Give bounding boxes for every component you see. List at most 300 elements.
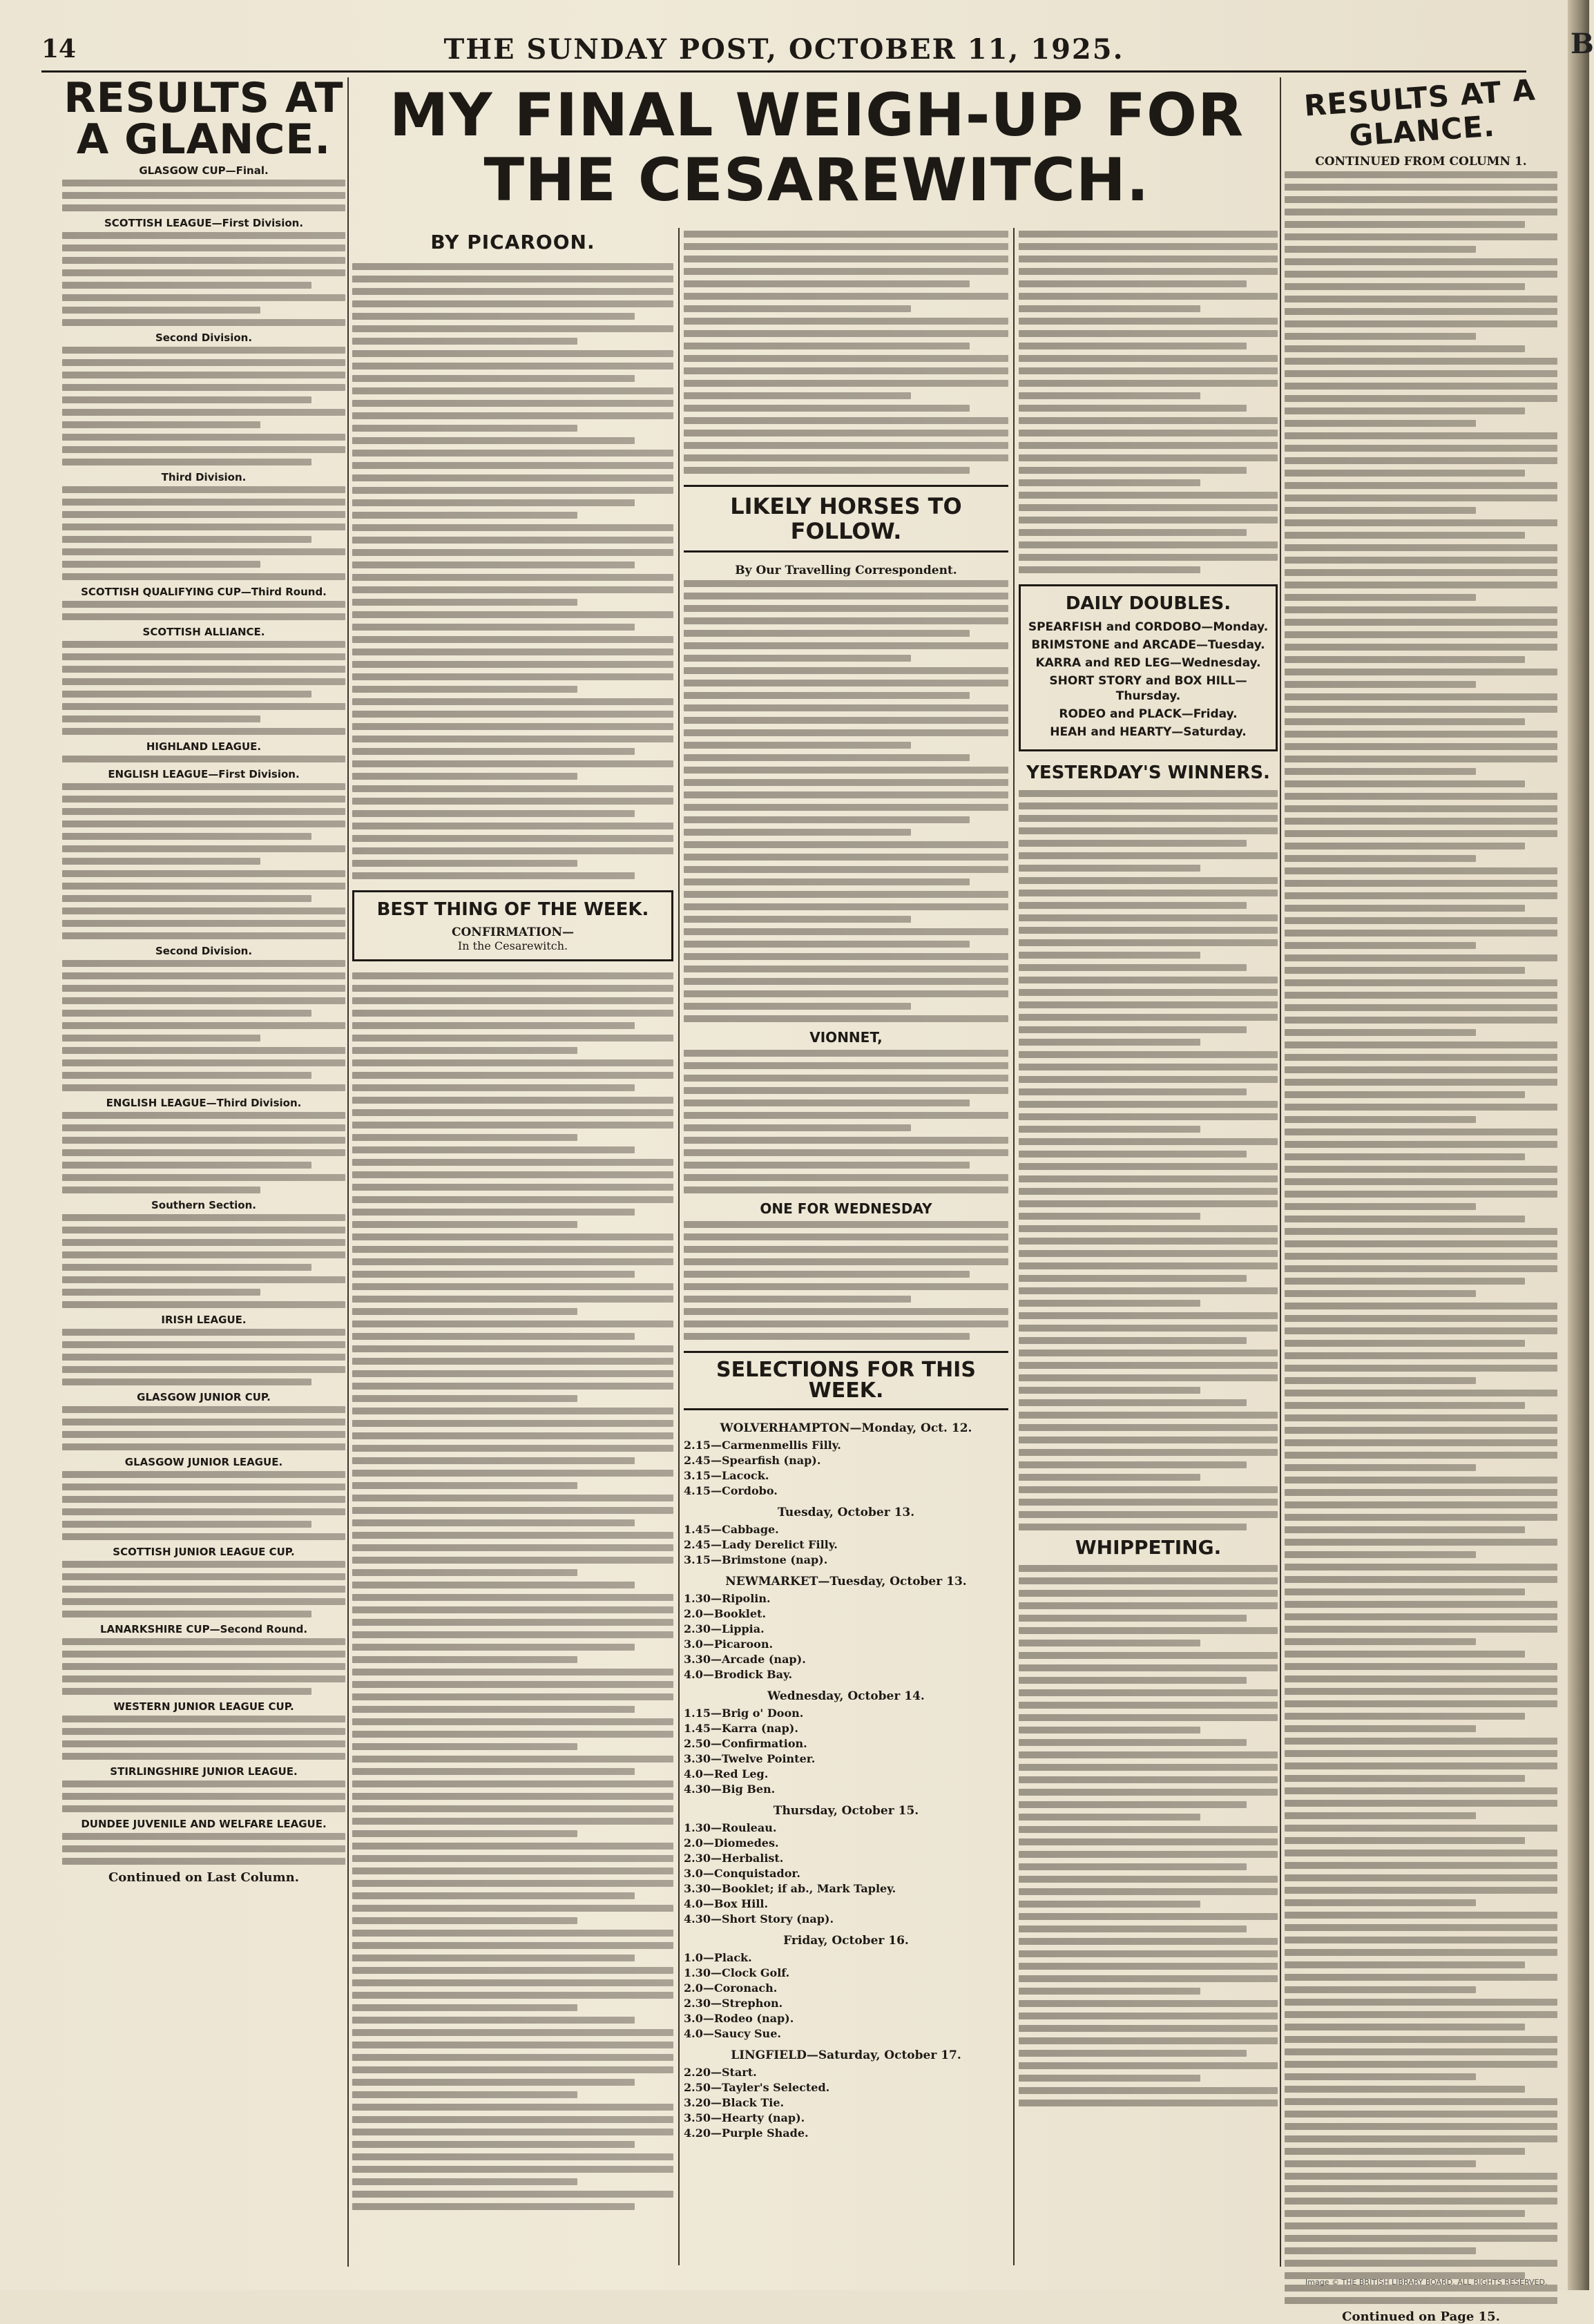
text-line <box>352 1470 673 1477</box>
text-line <box>62 307 260 314</box>
text-line <box>1285 1104 1557 1111</box>
text-line <box>62 372 345 378</box>
text-line <box>352 2017 635 2024</box>
text-line <box>1285 917 1557 924</box>
text-line <box>352 1209 635 1216</box>
results-section-heading: Second Division. <box>155 332 253 344</box>
text-line <box>1285 2148 1525 2155</box>
text-line <box>1285 1763 1557 1769</box>
text-line <box>62 808 345 815</box>
text-line <box>62 1508 345 1515</box>
text-line <box>352 1146 635 1153</box>
text-line <box>352 773 577 780</box>
text-line <box>352 723 673 730</box>
text-line <box>1285 395 1557 402</box>
text-line <box>1019 554 1278 561</box>
text-line <box>1285 656 1525 663</box>
text-line <box>1285 905 1525 912</box>
text-line <box>1285 743 1557 750</box>
text-line <box>62 870 345 877</box>
text-line <box>62 1276 345 1283</box>
text-line <box>352 1718 673 1725</box>
text-line <box>1285 830 1557 837</box>
text-line <box>684 417 1008 424</box>
text-line <box>62 1022 345 1029</box>
selection-item: 2.50—Confirmation. <box>684 1737 807 1750</box>
text-line <box>62 536 311 543</box>
text-line <box>1019 1113 1278 1120</box>
text-line <box>352 1780 673 1787</box>
article-body <box>684 580 1008 1022</box>
text-line <box>1019 1689 1278 1696</box>
text-line <box>1019 1876 1278 1883</box>
text-line <box>684 280 970 287</box>
text-line <box>1019 1838 1278 1845</box>
text-line <box>1019 1175 1278 1182</box>
text-line <box>1019 1776 1278 1783</box>
text-line <box>62 783 345 790</box>
selection-item: 4.0—Brodick Bay. <box>684 1668 793 1681</box>
text-line <box>1285 2210 1525 2217</box>
selection-item: 3.20—Black Tie. <box>684 2096 785 2109</box>
text-line <box>1285 2024 1525 2030</box>
text-line <box>352 1233 673 1240</box>
text-line <box>1285 1303 1557 1309</box>
text-line <box>684 1112 1008 1119</box>
text-line <box>352 387 673 394</box>
text-line <box>352 1756 673 1763</box>
text-line <box>1285 1340 1525 1347</box>
text-line <box>1285 979 1557 986</box>
text-line <box>1285 756 1557 762</box>
text-line <box>1285 644 1557 651</box>
selection-item: 3.0—Conquistador. <box>684 1867 800 1880</box>
text-line <box>1285 1986 1476 1993</box>
text-line <box>62 972 345 979</box>
text-line <box>352 1035 673 1041</box>
text-line <box>1019 367 1278 374</box>
text-line <box>1019 1789 1278 1796</box>
text-line <box>1019 852 1278 859</box>
text-line <box>62 294 345 301</box>
text-line <box>62 907 345 914</box>
masthead-title: THE SUNDAY POST, OCTOBER 11, 1925. <box>443 32 1124 66</box>
text-line <box>352 325 673 332</box>
text-line <box>1019 1950 1278 1957</box>
text-line <box>62 499 345 506</box>
text-line <box>1285 1887 1557 1894</box>
article-body <box>352 263 673 879</box>
text-line <box>1285 793 1557 800</box>
text-line <box>352 1196 673 1203</box>
text-line <box>1285 1576 1557 1583</box>
daily-double-item: HEAH and HEARTY—Saturday. <box>1050 725 1247 739</box>
text-line <box>1019 1652 1278 1659</box>
text-line <box>1019 1640 1200 1646</box>
text-line <box>1019 1163 1278 1170</box>
text-line <box>684 580 1008 587</box>
text-line <box>684 1137 1008 1144</box>
text-line <box>62 1419 345 1425</box>
text-line <box>1285 1054 1557 1061</box>
text-line <box>1285 2123 1557 2130</box>
text-line <box>1019 305 1200 312</box>
text-line <box>1285 507 1476 514</box>
text-line <box>684 767 1008 774</box>
text-line <box>1285 2185 1557 2192</box>
text-line <box>1285 1265 1557 1272</box>
selection-item: 1.30—Ripolin. <box>684 1592 771 1605</box>
text-line <box>1019 1627 1278 1634</box>
text-line <box>684 1333 970 1340</box>
text-line <box>352 1544 673 1551</box>
text-line <box>62 421 260 428</box>
text-line <box>62 1379 311 1385</box>
text-line <box>1019 1126 1200 1133</box>
text-line <box>1285 1601 1557 1608</box>
text-line <box>1285 606 1557 613</box>
text-line <box>352 636 673 643</box>
text-line <box>1019 1913 1278 1920</box>
text-line <box>352 1569 577 1576</box>
text-line <box>1285 544 1557 551</box>
text-line <box>684 1050 1008 1057</box>
text-line <box>1285 233 1557 240</box>
column-rule <box>1013 228 1015 2265</box>
text-line <box>1285 1924 1557 1931</box>
text-line <box>1019 330 1278 337</box>
text-line <box>352 1942 673 1949</box>
text-line <box>1019 1039 1200 1046</box>
text-line <box>1019 914 1278 921</box>
text-line <box>352 736 673 742</box>
text-line <box>352 1507 673 1514</box>
text-line <box>1285 221 1525 228</box>
text-line <box>1285 2011 1557 2018</box>
text-line <box>352 1370 673 1377</box>
text-line <box>1285 196 1557 203</box>
text-line <box>1019 1424 1278 1431</box>
text-line <box>684 953 1008 960</box>
text-line <box>1285 1949 1557 1956</box>
selection-item: 2.30—Lippia. <box>684 1622 765 1635</box>
text-line <box>352 1805 673 1812</box>
text-line <box>1285 855 1476 862</box>
text-line <box>352 1880 673 1887</box>
text-line <box>1019 1714 1278 1721</box>
text-line <box>1285 1862 1557 1869</box>
selection-item: 4.0—Box Hill. <box>684 1897 769 1910</box>
text-line <box>352 1656 577 1663</box>
results-section-heading: STIRLINGSHIRE JUNIOR LEAGUE. <box>110 1765 298 1778</box>
text-line <box>62 511 345 518</box>
text-line <box>684 430 1008 436</box>
text-line <box>352 1258 673 1265</box>
text-line <box>62 232 345 239</box>
text-line <box>1019 1702 1278 1709</box>
text-line <box>352 1967 673 1974</box>
text-line <box>62 1112 345 1119</box>
text-line <box>684 1296 911 1303</box>
text-line <box>352 748 635 755</box>
text-line <box>62 434 345 441</box>
text-line <box>352 1408 673 1414</box>
text-line <box>1285 1675 1557 1682</box>
text-line <box>1019 1275 1247 1282</box>
text-line <box>352 1333 635 1340</box>
text-line <box>62 192 345 199</box>
text-line <box>62 1162 311 1169</box>
text-line <box>1019 430 1278 436</box>
text-line <box>1285 1912 1557 1919</box>
text-line <box>62 1638 345 1645</box>
text-line <box>1019 293 1278 300</box>
text-line <box>1019 1988 1200 1995</box>
text-line <box>62 486 345 493</box>
best-thing-box <box>352 890 673 961</box>
text-line <box>62 932 345 939</box>
text-line <box>684 442 1008 449</box>
text-line <box>1019 2100 1278 2106</box>
selections-day: Tuesday, October 13. <box>777 1506 915 1519</box>
text-line <box>684 704 1008 711</box>
text-line <box>62 601 345 608</box>
text-line <box>1285 407 1525 414</box>
article-body <box>684 1050 1008 1193</box>
daily-doubles-box <box>1019 584 1278 751</box>
text-line <box>352 1383 673 1390</box>
daily-double-item: RODEO and PLACK—Friday. <box>1059 707 1238 721</box>
daily-double-item: BRIMSTONE and ARCADE—Tuesday. <box>1031 638 1265 652</box>
selection-item: 3.30—Arcade (nap). <box>684 1653 806 1666</box>
image-credit: Image © THE BRITISH LIBRARY BOARD. ALL RIGHTS RESERVED. <box>1305 2278 1548 2287</box>
text-line <box>1019 840 1247 847</box>
text-line <box>1285 1812 1476 1819</box>
text-line <box>62 1149 345 1156</box>
text-line <box>1285 271 1557 278</box>
text-line <box>62 1124 345 1131</box>
text-line <box>1285 954 1557 961</box>
text-line <box>352 1221 577 1228</box>
best-thing-sub2: In the Cesarewitch. <box>457 939 568 952</box>
text-line <box>62 396 311 403</box>
text-line <box>684 791 1008 798</box>
text-line <box>62 459 311 465</box>
daily-double-item: SHORT STORY and BOX HILL—Thursday. <box>1049 674 1247 703</box>
text-line <box>1019 504 1278 511</box>
text-line <box>684 1258 1008 1265</box>
text-line <box>1285 1501 1557 1508</box>
likely-subhead-vionnet: VIONNET, <box>809 1029 883 1046</box>
text-line <box>1019 1615 1247 1622</box>
selection-item: 1.45—Cabbage. <box>684 1523 779 1536</box>
text-line <box>1285 1626 1557 1633</box>
text-line <box>62 1406 345 1413</box>
text-line <box>684 1283 1008 1290</box>
text-line <box>684 667 1008 674</box>
selection-item: 1.30—Rouleau. <box>684 1821 777 1834</box>
text-line <box>62 1780 345 1787</box>
selections-day: NEWMARKET—Tuesday, October 13. <box>725 1575 967 1588</box>
text-line <box>1285 2297 1557 2304</box>
text-line <box>1019 2000 1278 2007</box>
text-line <box>1285 470 1525 477</box>
text-line <box>1019 1938 1278 1945</box>
text-line <box>1019 1826 1278 1833</box>
text-line <box>352 1345 673 1352</box>
results-body <box>1285 171 1557 2304</box>
text-line <box>684 268 1008 275</box>
text-line <box>62 1239 345 1246</box>
whippeting-title: WHIPPETING. <box>1075 1536 1222 1559</box>
text-line <box>352 524 673 531</box>
text-line <box>1285 1874 1557 1881</box>
text-line <box>1285 1738 1557 1745</box>
text-line <box>1019 2087 1278 2094</box>
text-line <box>1019 1590 1278 1597</box>
main-article-column-2 <box>684 228 1008 2272</box>
left-footer: Continued on Last Column. <box>108 1870 300 1885</box>
text-line <box>1019 1577 1278 1584</box>
selection-item: 3.50—Hearty (nap). <box>684 2111 805 2124</box>
text-line <box>62 1137 345 1144</box>
text-line <box>1285 171 1557 178</box>
text-line <box>352 2116 673 2123</box>
text-line <box>684 941 970 948</box>
text-line <box>352 2141 635 2148</box>
text-line <box>352 1134 577 1141</box>
text-line <box>62 409 345 416</box>
text-line <box>62 883 345 890</box>
text-line <box>684 1099 970 1106</box>
text-line <box>1019 1362 1278 1369</box>
text-line <box>352 400 673 407</box>
text-line <box>352 561 635 568</box>
text-line <box>1019 467 1247 474</box>
text-line <box>684 343 970 349</box>
results-section-heading: WESTERN JUNIOR LEAGUE CUP. <box>113 1700 294 1713</box>
results-heading-right: RESULTS AT A GLANCE. <box>1303 73 1537 153</box>
text-line <box>1285 1464 1476 1471</box>
text-line <box>1285 1377 1476 1384</box>
text-line <box>352 649 673 655</box>
text-line <box>1019 1437 1278 1443</box>
text-line <box>62 1289 260 1296</box>
text-line <box>1285 693 1557 700</box>
text-line <box>1019 977 1278 983</box>
text-line <box>1019 1727 1200 1734</box>
text-line <box>1019 1076 1278 1083</box>
text-line <box>1285 631 1557 638</box>
selection-item: 2.15—Carmenmellis Filly. <box>684 1439 841 1452</box>
selections-day: Wednesday, October 14. <box>767 1689 925 1703</box>
text-line <box>1285 358 1557 365</box>
text-line <box>352 1855 673 1862</box>
text-line <box>1285 1365 1557 1372</box>
text-line <box>352 2004 577 2011</box>
text-line <box>1019 1101 1278 1108</box>
text-line <box>1019 1225 1278 1232</box>
selection-item: 2.30—Strephon. <box>684 1997 783 2010</box>
text-line <box>1285 457 1557 464</box>
text-line <box>684 1003 911 1010</box>
text-line <box>1285 2173 1557 2180</box>
text-line <box>684 680 1008 686</box>
text-line <box>1285 1514 1557 1521</box>
text-line <box>352 698 673 705</box>
text-line <box>1285 805 1557 812</box>
text-line <box>1285 1850 1557 1856</box>
text-line <box>352 1606 673 1613</box>
text-line <box>1019 318 1278 325</box>
text-line <box>1285 880 1557 887</box>
text-line <box>352 425 577 432</box>
text-line <box>1285 1452 1557 1459</box>
text-line <box>352 1047 577 1054</box>
text-line <box>1019 529 1247 536</box>
text-line <box>62 1251 345 1258</box>
text-line <box>684 1321 1008 1327</box>
text-line <box>1285 1153 1525 1160</box>
selections-day: Thursday, October 15. <box>773 1804 919 1818</box>
text-line <box>1019 877 1278 884</box>
text-line <box>62 1561 345 1568</box>
results-section-heading: SCOTTISH ALLIANCE. <box>142 626 265 638</box>
selections-title: SELECTIONS FOR THIS WEEK. <box>716 1358 976 1403</box>
likely-horses-title: LIKELY HORSES TO FOLLOW. <box>730 493 962 544</box>
right-footer: Continued on Page 15. <box>1342 2309 1500 2324</box>
text-line <box>352 1321 673 1327</box>
daily-double-item: KARRA and RED LEG—Wednesday. <box>1035 656 1261 670</box>
text-line <box>352 375 635 382</box>
selections-day: Friday, October 16. <box>783 1934 909 1948</box>
text-line <box>62 1533 345 1540</box>
text-line <box>1019 1801 1247 1808</box>
text-line <box>352 1818 673 1825</box>
text-line <box>352 1432 673 1439</box>
text-line <box>684 928 1008 935</box>
text-line <box>1285 246 1476 253</box>
text-line <box>1019 1300 1200 1307</box>
text-line <box>1285 445 1557 452</box>
text-line <box>1019 454 1278 461</box>
text-line <box>1019 952 1200 959</box>
selection-item: 3.0—Picaroon. <box>684 1638 774 1651</box>
text-line <box>1019 1963 1278 1970</box>
selection-item: 3.0—Rodeo (nap). <box>684 2012 794 2025</box>
text-line <box>62 1753 345 1760</box>
text-line <box>684 642 1008 649</box>
results-section-heading: ENGLISH LEAGUE—Third Division. <box>106 1097 302 1109</box>
text-line <box>1285 1414 1557 1421</box>
text-line <box>62 180 345 186</box>
column-rule <box>347 77 349 2267</box>
text-line <box>352 300 673 307</box>
text-line <box>1019 1200 1278 1207</box>
text-line <box>1019 902 1247 909</box>
text-line <box>62 1833 345 1840</box>
text-line <box>684 829 911 836</box>
text-line <box>1019 865 1200 872</box>
selection-item: 2.45—Lady Derelict Filly. <box>684 1538 838 1551</box>
text-line <box>1019 1337 1247 1344</box>
text-line <box>1285 1066 1557 1073</box>
text-line <box>352 2054 673 2061</box>
text-line <box>1285 818 1557 825</box>
text-line <box>62 1716 345 1722</box>
text-line <box>1019 343 1247 349</box>
text-line <box>62 1611 311 1617</box>
